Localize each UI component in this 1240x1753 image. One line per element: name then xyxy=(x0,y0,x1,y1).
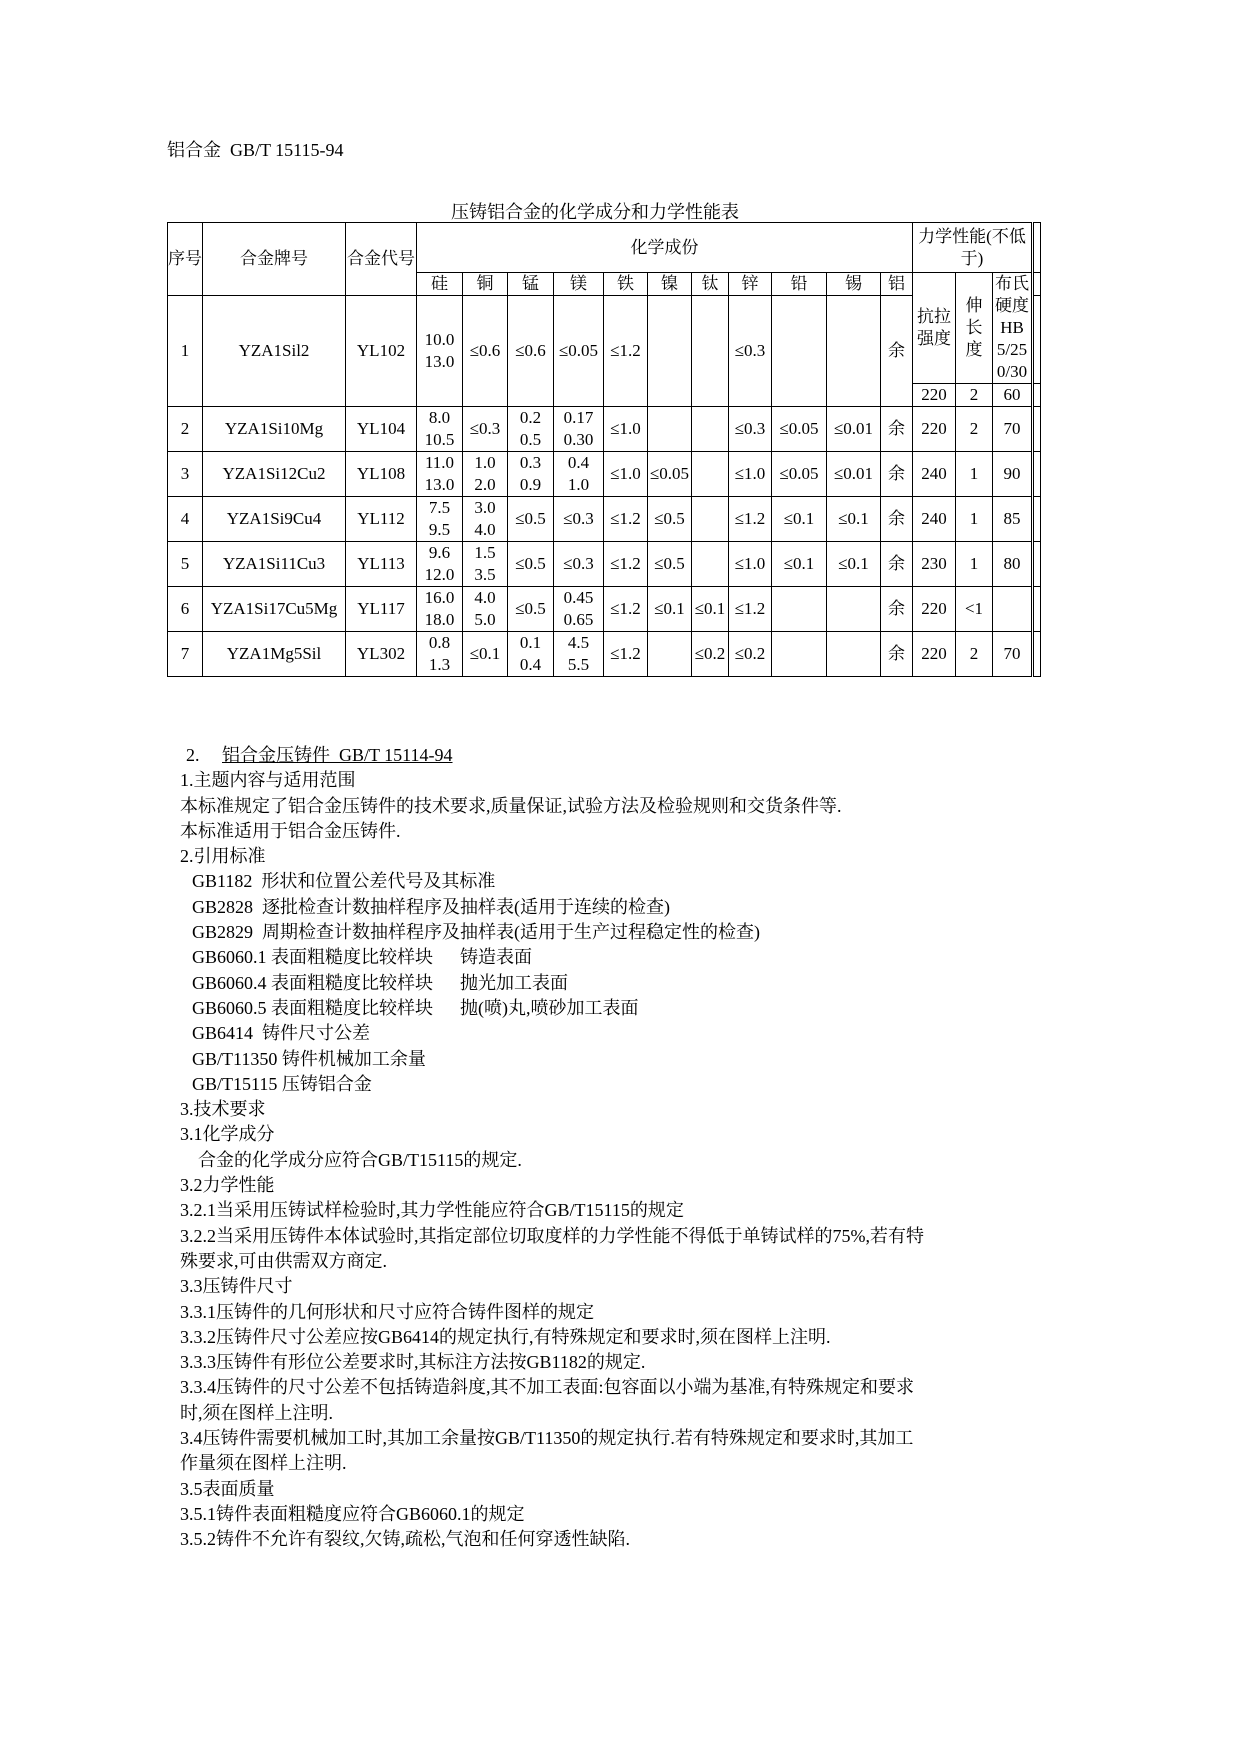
header-element: 铜 xyxy=(463,273,508,296)
row-element-value: 11.0 13.0 xyxy=(417,452,463,497)
body-line: 3.5.2铸件不允许有裂纹,欠铸,疏松,气泡和任何穿透性缺陷. xyxy=(180,1529,630,1550)
document-title: 铝合金 GB/T 15115-94 xyxy=(167,140,344,160)
table-caption: 压铸铝合金的化学成分和力学性能表 xyxy=(451,202,739,222)
row-element-value: 4.0 5.0 xyxy=(463,587,508,632)
row-code: YL302 xyxy=(346,632,417,677)
row-element-value: 4.5 5.5 xyxy=(554,632,604,677)
table-row xyxy=(168,407,1041,452)
row-element-value: ≤0.05 xyxy=(772,452,827,497)
header-element: 硅 xyxy=(417,273,463,296)
body-line: GB2829 周期检查计数抽样程序及抽样表(适用于生产过程稳定性的检查) xyxy=(192,922,760,943)
row-seq: 6 xyxy=(168,587,203,632)
header-hardness: 布氏硬度HB5/250/30 xyxy=(993,273,1033,384)
row-element-value xyxy=(772,632,827,677)
row-extra xyxy=(1033,452,1041,497)
header-extra xyxy=(1033,223,1041,273)
section-2-heading xyxy=(186,743,1066,768)
row-element-value: 1.0 2.0 xyxy=(463,452,508,497)
table-row xyxy=(168,452,1041,497)
row-element-value: ≤0.3 xyxy=(554,497,604,542)
body-line: 3.3.2压铸件尺寸公差应按GB6414的规定执行,有特殊规定和要求时,须在图样上注明. xyxy=(180,1326,831,1347)
row-element-value: ≤0.1 xyxy=(772,497,827,542)
header-element: 锌 xyxy=(729,273,772,296)
row-seq: 2 xyxy=(168,407,203,452)
row-tensile: 220 xyxy=(913,587,956,632)
row-element-value: ≤0.2 xyxy=(729,632,772,677)
body-line: 3.5表面质量 xyxy=(180,1478,275,1499)
row-seq: 1 xyxy=(168,296,203,407)
body-line: 2.引用标准 xyxy=(180,846,266,867)
row-element-value xyxy=(772,296,827,407)
header-element: 钛 xyxy=(692,273,729,296)
row-element-value: ≤0.1 xyxy=(463,632,508,677)
row-elongation: 1 xyxy=(956,452,993,497)
row-elongation: 2 xyxy=(956,632,993,677)
body-line: 3.1化学成分 xyxy=(180,1124,275,1145)
row-element-value: ≤0.01 xyxy=(827,407,881,452)
header-element: 镁 xyxy=(554,273,604,296)
row-element-value: 0.2 0.5 xyxy=(508,407,554,452)
row-element-value: ≤1.2 xyxy=(604,587,648,632)
row-element-value xyxy=(692,407,729,452)
body-line: 本标准适用于铝合金压铸件. xyxy=(180,820,401,841)
row-element-value: 0.45 0.65 xyxy=(554,587,604,632)
row-extra xyxy=(1033,497,1041,542)
row-tensile: 240 xyxy=(913,452,956,497)
body-line: GB1182 形状和位置公差代号及其标准 xyxy=(192,871,496,892)
row-hardness xyxy=(993,587,1033,632)
row-elongation: <1 xyxy=(956,587,993,632)
body-line: 3.2.1当采用压铸试样检验时,其力学性能应符合GB/T15115的规定 xyxy=(180,1200,684,1221)
alloy-spec-table xyxy=(167,222,1041,677)
row-tensile: 230 xyxy=(913,542,956,587)
row-grade: YZA1Si11Cu3 xyxy=(203,542,346,587)
row-grade: YZA1Si17Cu5Mg xyxy=(203,587,346,632)
table-row xyxy=(168,542,1041,587)
row-element-value: 0.1 0.4 xyxy=(508,632,554,677)
row-element-value: 0.17 0.30 xyxy=(554,407,604,452)
row-grade: YZA1Si10Mg xyxy=(203,407,346,452)
row-tensile: 220 xyxy=(913,632,956,677)
row-code: YL112 xyxy=(346,497,417,542)
header-tensile: 抗拉强度 xyxy=(913,273,956,384)
row-element-value: ≤1.0 xyxy=(729,542,772,587)
row-element-value: ≤1.0 xyxy=(604,407,648,452)
row-element-value: 3.0 4.0 xyxy=(463,497,508,542)
table-row xyxy=(168,587,1041,632)
header-extra xyxy=(1033,273,1041,296)
header-code: 合金代号 xyxy=(346,223,417,296)
body-line: 3.5.1铸件表面粗糙度应符合GB6060.1的规定 xyxy=(180,1503,525,1524)
row-element-value: ≤0.6 xyxy=(508,296,554,407)
row-element-value: 余 xyxy=(881,632,913,677)
row-hardness: 80 xyxy=(993,542,1033,587)
row-element-value: 余 xyxy=(881,587,913,632)
body-line: 3.2力学性能 xyxy=(180,1175,275,1196)
row-extra xyxy=(1033,632,1041,677)
row-element-value: 0.8 1.3 xyxy=(417,632,463,677)
row-grade: YZA1Si12Cu2 xyxy=(203,452,346,497)
row-element-value: ≤0.5 xyxy=(508,497,554,542)
row-element-value xyxy=(648,296,692,407)
row-extra xyxy=(1033,587,1041,632)
row-element-value: ≤0.05 xyxy=(554,296,604,407)
body-line: 3.3.4压铸件的尺寸公差不包括铸造斜度,其不加工表面:包容面以小端为基准,有特殊规定和要求 xyxy=(180,1377,914,1398)
row-element-value: 8.0 10.5 xyxy=(417,407,463,452)
body-line: 1.主题内容与适用范围 xyxy=(180,770,356,791)
row-seq: 3 xyxy=(168,452,203,497)
body-line: GB6060.5 表面粗糙度比较样块 抛(喷)丸,喷砂加工表面 xyxy=(192,997,639,1018)
row-element-value: ≤0.1 xyxy=(692,587,729,632)
body-line: 3.3压铸件尺寸 xyxy=(180,1276,293,1297)
row-element-value: ≤1.2 xyxy=(604,497,648,542)
row-element-value xyxy=(827,632,881,677)
header-element: 镍 xyxy=(648,273,692,296)
row-element-value: ≤1.2 xyxy=(604,296,648,407)
body-line: 3.2.2当采用压铸件本体试验时,其指定部位切取度样的力学性能不得低于单铸试样的75%,若有特 xyxy=(180,1225,924,1246)
row-element-value: ≤0.1 xyxy=(827,542,881,587)
row-code: YL108 xyxy=(346,452,417,497)
row-extra xyxy=(1033,296,1041,384)
row-element-value: 10.0 13.0 xyxy=(417,296,463,407)
row-element-value: ≤0.2 xyxy=(692,632,729,677)
row-hardness: 70 xyxy=(993,632,1033,677)
body-line: 作量须在图样上注明. xyxy=(180,1453,347,1474)
row-seq: 4 xyxy=(168,497,203,542)
row-element-value: ≤1.2 xyxy=(729,587,772,632)
section-number: 2. xyxy=(186,745,200,765)
row-hardness: 70 xyxy=(993,407,1033,452)
row-element-value: ≤0.5 xyxy=(508,587,554,632)
row-element-value: 余 xyxy=(881,542,913,587)
row-element-value: ≤1.0 xyxy=(729,452,772,497)
row-element-value: ≤0.3 xyxy=(463,407,508,452)
body-line: 本标准规定了铝合金压铸件的技术要求,质量保证,试验方法及检验规则和交货条件等. xyxy=(180,795,842,816)
row-code: YL102 xyxy=(346,296,417,407)
body-line: 时,须在图样上注明. xyxy=(180,1402,333,1423)
header-seq: 序号 xyxy=(168,223,203,296)
row-element-value: ≤0.1 xyxy=(648,587,692,632)
row-element-value: ≤0.3 xyxy=(729,407,772,452)
row-element-value: ≤0.01 xyxy=(827,452,881,497)
row-element-value: ≤0.3 xyxy=(554,542,604,587)
row-element-value xyxy=(692,296,729,407)
row-code: YL104 xyxy=(346,407,417,452)
row-element-value: ≤0.1 xyxy=(827,497,881,542)
row-hardness: 60 xyxy=(993,384,1033,407)
header-element: 锡 xyxy=(827,273,881,296)
row-extra xyxy=(1033,407,1041,452)
row-hardness: 90 xyxy=(993,452,1033,497)
body-line: 3.4压铸件需要机械加工时,其加工余量按GB/T11350的规定执行.若有特殊规定和要求时,其加工 xyxy=(180,1428,914,1449)
header-grade: 合金牌号 xyxy=(203,223,346,296)
row-element-value xyxy=(648,407,692,452)
row-element-value: ≤0.05 xyxy=(772,407,827,452)
row-element-value xyxy=(648,632,692,677)
row-hardness: 85 xyxy=(993,497,1033,542)
row-element-value xyxy=(772,587,827,632)
row-element-value: ≤0.5 xyxy=(508,542,554,587)
row-element-value: 16.0 18.0 xyxy=(417,587,463,632)
table-row xyxy=(168,296,1041,384)
row-code: YL117 xyxy=(346,587,417,632)
header-row-1 xyxy=(168,223,1041,273)
body-line: GB6060.1 表面粗糙度比较样块 铸造表面 xyxy=(192,947,533,968)
row-elongation: 1 xyxy=(956,497,993,542)
row-element-value xyxy=(827,587,881,632)
row-extra xyxy=(1033,384,1041,407)
body-line: 殊要求,可由供需双方商定. xyxy=(180,1250,387,1271)
header-mech: 力学性能(不低于) xyxy=(913,223,1033,273)
body-line: 3.技术要求 xyxy=(180,1099,266,1120)
row-grade: YZA1Sil2 xyxy=(203,296,346,407)
body-line: GB2828 逐批检查计数抽样程序及抽样表(适用于连续的检查) xyxy=(192,896,670,917)
row-seq: 7 xyxy=(168,632,203,677)
row-elongation: 2 xyxy=(956,407,993,452)
row-tensile: 220 xyxy=(913,407,956,452)
row-element-value xyxy=(827,296,881,407)
row-element-value: 0.3 0.9 xyxy=(508,452,554,497)
row-element-value: ≤1.0 xyxy=(604,452,648,497)
header-element: 铝 xyxy=(881,273,913,296)
body-line: 3.3.1压铸件的几何形状和尺寸应符合铸件图样的规定 xyxy=(180,1301,594,1322)
row-element-value: ≤1.2 xyxy=(729,497,772,542)
row-element-value xyxy=(692,497,729,542)
row-element-value: 余 xyxy=(881,497,913,542)
row-element-value: 1.5 3.5 xyxy=(463,542,508,587)
row-element-value: ≤1.2 xyxy=(604,542,648,587)
body-line: 合金的化学成分应符合GB/T15115的规定. xyxy=(198,1149,522,1170)
row-grade: YZA1Si9Cu4 xyxy=(203,497,346,542)
row-element-value: 9.6 12.0 xyxy=(417,542,463,587)
row-element-value xyxy=(692,452,729,497)
row-element-value: 余 xyxy=(881,296,913,407)
row-element-value: ≤0.5 xyxy=(648,497,692,542)
row-elongation: 1 xyxy=(956,542,993,587)
row-element-value: 7.5 9.5 xyxy=(417,497,463,542)
header-elongation: 伸长度 xyxy=(956,273,993,384)
row-grade: YZA1Mg5Sil xyxy=(203,632,346,677)
header-element: 铁 xyxy=(604,273,648,296)
table-row xyxy=(168,497,1041,542)
row-seq: 5 xyxy=(168,542,203,587)
header-element: 铅 xyxy=(772,273,827,296)
body-line: 3.3.3压铸件有形位公差要求时,其标注方法按GB1182的规定. xyxy=(180,1352,646,1373)
row-tensile: 240 xyxy=(913,497,956,542)
header-chem: 化学成份 xyxy=(417,223,913,273)
row-element-value xyxy=(692,542,729,587)
row-extra xyxy=(1033,542,1041,587)
row-element-value: 0.4 1.0 xyxy=(554,452,604,497)
section-2 xyxy=(180,743,1066,1553)
row-tensile: 220 xyxy=(913,384,956,407)
section-title: 铝合金压铸件 GB/T 15114-94 xyxy=(222,745,453,765)
row-element-value: ≤0.6 xyxy=(463,296,508,407)
row-element-value: ≤1.2 xyxy=(604,632,648,677)
row-element-value: 余 xyxy=(881,452,913,497)
body-line: GB/T15115 压铸铝合金 xyxy=(192,1073,372,1094)
row-code: YL113 xyxy=(346,542,417,587)
row-element-value: ≤0.3 xyxy=(729,296,772,407)
row-element-value: 余 xyxy=(881,407,913,452)
body-line: GB6060.4 表面粗糙度比较样块 抛光加工表面 xyxy=(192,972,569,993)
table-row xyxy=(168,632,1041,677)
row-element-value: ≤0.05 xyxy=(648,452,692,497)
body-line: GB/T11350 铸件机械加工余量 xyxy=(192,1048,426,1069)
row-element-value: ≤0.1 xyxy=(772,542,827,587)
row-element-value: ≤0.5 xyxy=(648,542,692,587)
header-element: 锰 xyxy=(508,273,554,296)
body-line: GB6414 铸件尺寸公差 xyxy=(192,1023,371,1044)
row-elongation: 2 xyxy=(956,384,993,407)
